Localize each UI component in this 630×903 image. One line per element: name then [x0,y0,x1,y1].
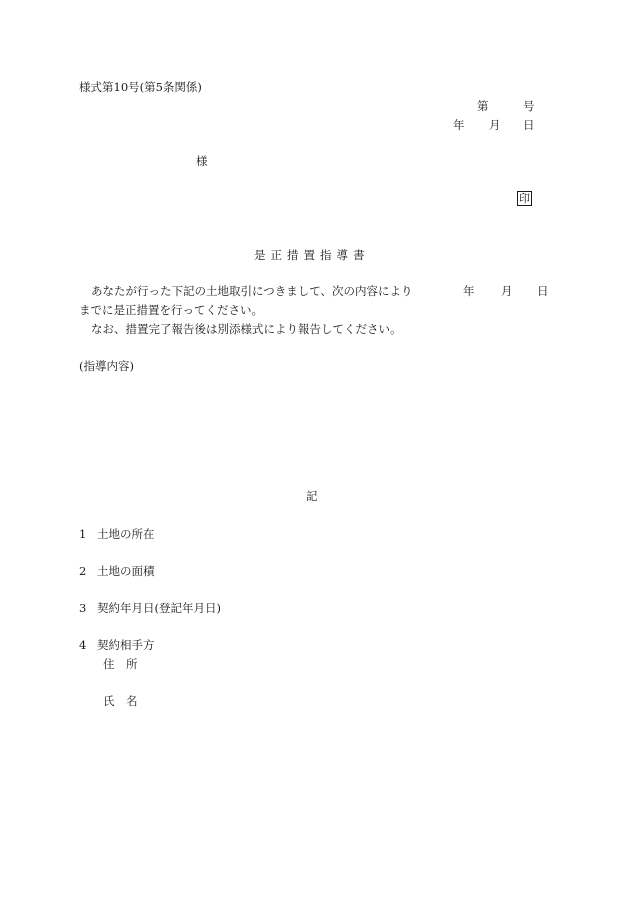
item-3-label: 契約年月日(登記年月日) [97,601,221,615]
document-title: 是正措置指導書 [254,248,370,262]
body-deadline-month: 月 [501,284,513,298]
counterparty-address-label: 住 所 [103,657,138,671]
body-deadline-day: 日 [537,284,549,298]
ki-heading: 記 [306,489,318,503]
item-1-label: 土地の所在 [97,527,155,541]
date-year-label: 年 [453,118,465,132]
item-2-label: 土地の面積 [97,564,155,578]
item-1-number: 1 [79,527,87,541]
body-line-1: あなたが行った下記の土地取引につきまして、次の内容により [91,284,413,298]
item-2-number: 2 [79,564,87,578]
addressee-honorific: 様 [196,154,208,168]
item-4-number: 4 [79,638,87,652]
body-deadline-year: 年 [463,284,475,298]
body-line-3: なお、措置完了報告後は別添様式により報告してください。 [91,322,402,336]
doc-number-suffix: 号 [523,99,535,113]
item-3-number: 3 [79,601,87,615]
doc-number-prefix: 第 [477,99,489,113]
seal-char: 印 [519,192,530,205]
date-day-label: 日 [523,118,535,132]
guidance-label: (指導内容) [79,359,134,373]
body-line-2: までに是正措置を行ってください。 [79,303,263,317]
counterparty-name-label: 氏 名 [103,694,138,708]
item-4-label: 契約相手方 [97,638,155,652]
date-month-label: 月 [489,118,501,132]
seal-icon [517,191,532,206]
form-number: 様式第10号(第5条関係) [79,80,202,94]
